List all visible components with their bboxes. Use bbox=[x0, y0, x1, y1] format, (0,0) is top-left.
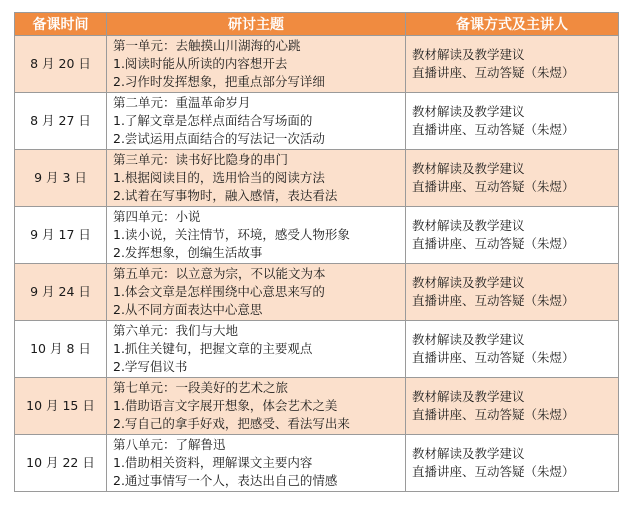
topic-item: 2.习作时发挥想象，把重点部分写详细 bbox=[113, 74, 325, 89]
method-cell bbox=[406, 36, 619, 93]
table-body bbox=[15, 36, 619, 492]
topic-item: 1.抓住关键句，把握文章的主要观点 bbox=[113, 341, 313, 356]
method-text: 教材解读及教学建议 bbox=[412, 47, 525, 62]
header-date: 备课时间 bbox=[15, 13, 107, 36]
unit-title: 第一单元：去触摸山川湖海的心跳 bbox=[113, 38, 301, 53]
method-text: 教材解读及教学建议 bbox=[412, 446, 525, 461]
unit-title: 第八单元：了解鲁迅 bbox=[113, 437, 226, 452]
method-text: 教材解读及教学建议 bbox=[412, 161, 525, 176]
speaker-text: 直播讲座、互动答疑（朱煜） bbox=[412, 65, 575, 80]
date-cell: 9 月 17 日 bbox=[15, 207, 107, 264]
header-row bbox=[15, 13, 619, 36]
topic-item: 2.学写倡议书 bbox=[113, 359, 188, 374]
method-cell bbox=[406, 321, 619, 378]
method-text: 教材解读及教学建议 bbox=[412, 389, 525, 404]
table-row bbox=[15, 36, 619, 93]
unit-title: 第七单元：一段美好的艺术之旅 bbox=[113, 380, 289, 395]
speaker-text: 直播讲座、互动答疑（朱煜） bbox=[412, 179, 575, 194]
header-method: 备课方式及主讲人 bbox=[406, 13, 619, 36]
table-row bbox=[15, 378, 619, 435]
topic-item: 2.尝试运用点面结合的写法记一次活动 bbox=[113, 131, 325, 146]
date-cell: 10 月 15 日 bbox=[15, 378, 107, 435]
topic-item: 2.写自己的拿手好戏，把感受、看法写出来 bbox=[113, 416, 350, 431]
header-topic: 研讨主题 bbox=[107, 13, 406, 36]
unit-title: 第三单元：读书好比隐身的串门 bbox=[113, 152, 289, 167]
method-cell bbox=[406, 378, 619, 435]
speaker-text: 直播讲座、互动答疑（朱煜） bbox=[412, 350, 575, 365]
topic-cell bbox=[107, 36, 406, 93]
table-header bbox=[15, 13, 619, 36]
table-row bbox=[15, 321, 619, 378]
table-row bbox=[15, 150, 619, 207]
table-row bbox=[15, 264, 619, 321]
speaker-text: 直播讲座、互动答疑（朱煜） bbox=[412, 236, 575, 251]
method-cell bbox=[406, 93, 619, 150]
method-cell bbox=[406, 264, 619, 321]
topic-item: 2.通过事情写一个人，表达出自己的情感 bbox=[113, 473, 338, 488]
speaker-text: 直播讲座、互动答疑（朱煜） bbox=[412, 293, 575, 308]
unit-title: 第四单元：小说 bbox=[113, 209, 201, 224]
topic-item: 1.体会文章是怎样围绕中心意思来写的 bbox=[113, 284, 325, 299]
method-text: 教材解读及教学建议 bbox=[412, 332, 525, 347]
method-text: 教材解读及教学建议 bbox=[412, 104, 525, 119]
topic-item: 2.试着在写事物时，融入感情，表达看法 bbox=[113, 188, 338, 203]
table-row bbox=[15, 93, 619, 150]
table-row bbox=[15, 435, 619, 492]
topic-item: 1.借助语言文字展开想象，体会艺术之美 bbox=[113, 398, 338, 413]
method-text: 教材解读及教学建议 bbox=[412, 275, 525, 290]
topic-cell bbox=[107, 378, 406, 435]
topic-cell bbox=[107, 207, 406, 264]
topic-item: 2.从不同方面表达中心意思 bbox=[113, 302, 263, 317]
unit-title: 第五单元：以立意为宗，不以能文为本 bbox=[113, 266, 326, 281]
unit-title: 第二单元：重温革命岁月 bbox=[113, 95, 251, 110]
date-cell: 8 月 27 日 bbox=[15, 93, 107, 150]
topic-item: 1.借助相关资料，理解课文主要内容 bbox=[113, 455, 313, 470]
table-row bbox=[15, 207, 619, 264]
topic-item: 1.根据阅读目的，选用恰当的阅读方法 bbox=[113, 170, 325, 185]
topic-cell bbox=[107, 150, 406, 207]
method-text: 教材解读及教学建议 bbox=[412, 218, 525, 233]
topic-cell bbox=[107, 93, 406, 150]
schedule-table bbox=[14, 12, 619, 492]
speaker-text: 直播讲座、互动答疑（朱煜） bbox=[412, 122, 575, 137]
topic-cell bbox=[107, 264, 406, 321]
speaker-text: 直播讲座、互动答疑（朱煜） bbox=[412, 464, 575, 479]
speaker-text: 直播讲座、互动答疑（朱煜） bbox=[412, 407, 575, 422]
date-cell: 10 月 22 日 bbox=[15, 435, 107, 492]
unit-title: 第六单元：我们与大地 bbox=[113, 323, 239, 338]
topic-item: 2.发挥想象，创编生活故事 bbox=[113, 245, 263, 260]
topic-cell bbox=[107, 321, 406, 378]
method-cell bbox=[406, 435, 619, 492]
date-cell: 8 月 20 日 bbox=[15, 36, 107, 93]
method-cell bbox=[406, 207, 619, 264]
topic-cell bbox=[107, 435, 406, 492]
topic-item: 1.阅读时能从所读的内容想开去 bbox=[113, 56, 288, 71]
topic-item: 1.读小说，关注情节，环境，感受人物形象 bbox=[113, 227, 350, 242]
date-cell: 10 月 8 日 bbox=[15, 321, 107, 378]
topic-item: 1.了解文章是怎样点面结合写场面的 bbox=[113, 113, 313, 128]
method-cell bbox=[406, 150, 619, 207]
date-cell: 9 月 3 日 bbox=[15, 150, 107, 207]
date-cell: 9 月 24 日 bbox=[15, 264, 107, 321]
